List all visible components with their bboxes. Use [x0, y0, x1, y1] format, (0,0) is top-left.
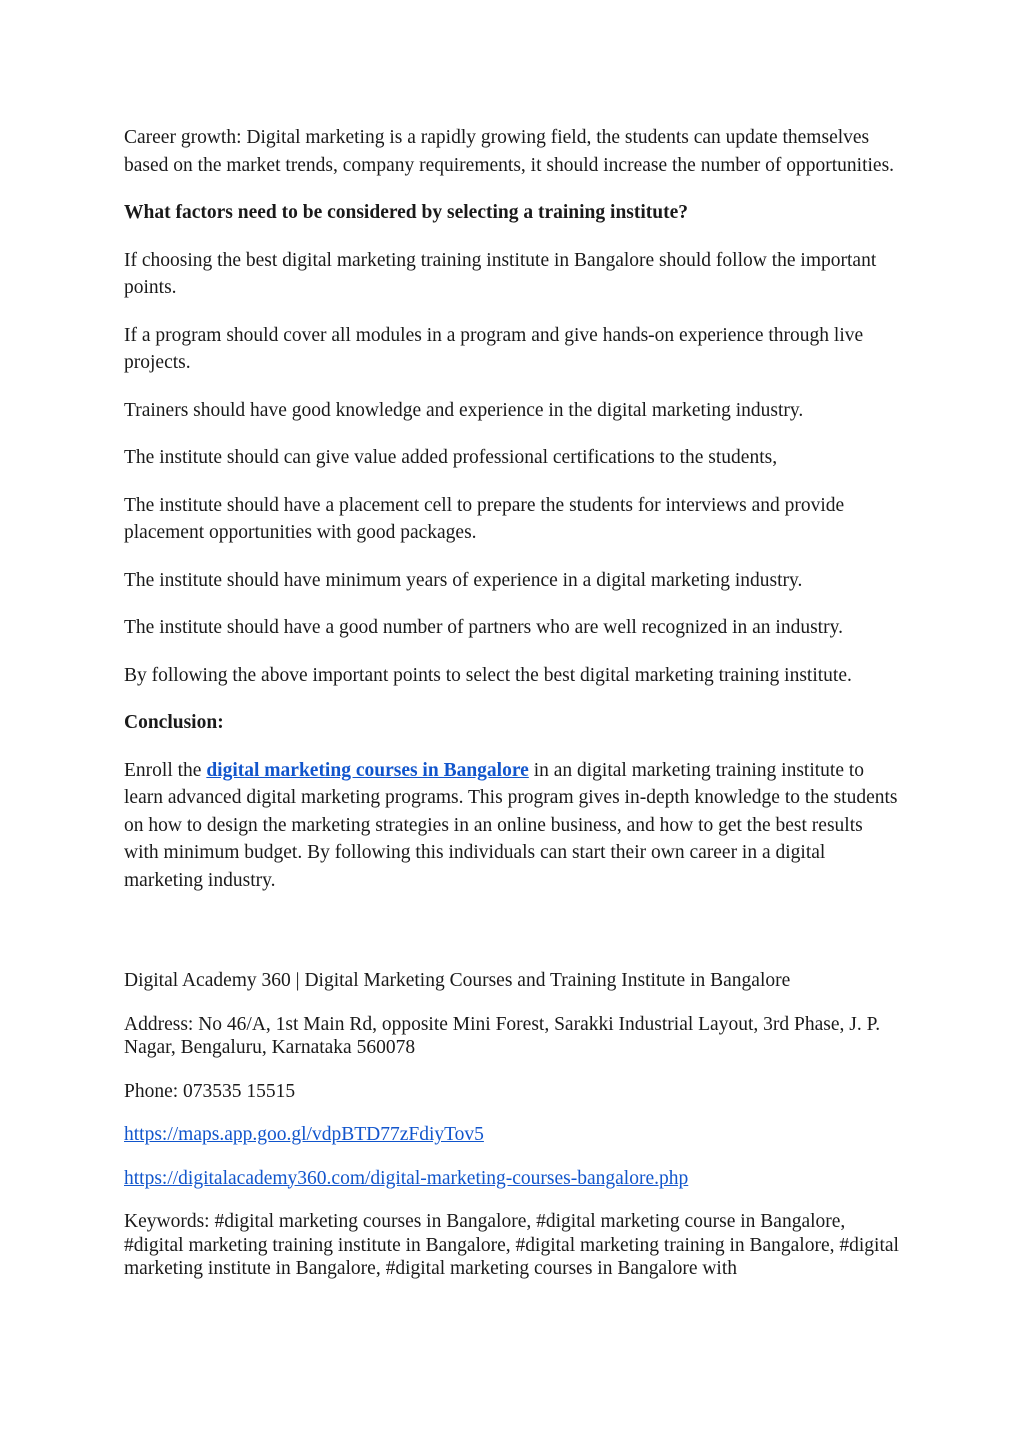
paragraph-following: By following the above important points to select the best digital marketing training institute. — [124, 664, 852, 686]
website-link-line — [124, 1167, 900, 1191]
heading-conclusion: Conclusion: — [124, 712, 224, 733]
paragraph-choosing: If choosing the best digital marketing training institute in Bangalore should follow the important points. — [124, 249, 877, 298]
document-body — [124, 124, 900, 1281]
paragraph-career-growth: Career growth: Digital marketing is a rapidly growing field, the students can update themselves based on the market trends, company requirements, it should increase the number of opportunities. — [124, 127, 895, 176]
business-phone: Phone: 073535 15515 — [124, 1080, 296, 1102]
website-link[interactable]: https://digitalacademy360.com/digital-marketing-courses-bangalore.php — [124, 1167, 689, 1189]
paragraph-enroll — [124, 757, 900, 895]
paragraph-program: If a program should cover all modules in a program and give hands-on experience through live projects. — [124, 324, 864, 373]
maps-link-line — [124, 1123, 900, 1147]
maps-link[interactable]: https://maps.app.goo.gl/vdpBTD77zFdiyTov5 — [124, 1124, 484, 1145]
business-name: Digital Academy 360 | Digital Marketing Courses and Training Institute in Bangalore — [124, 970, 791, 991]
contact-block — [124, 969, 900, 1281]
heading-factors: What factors need to be considered by selecting a training institute? — [124, 202, 689, 223]
paragraph-partners: The institute should have a good number of partners who are well recognized in an industry. — [124, 617, 843, 638]
paragraph-placement: The institute should have a placement cell to prepare the students for interviews and provide placement opportunities with good packages. — [124, 494, 845, 543]
paragraph-certifications: The institute should can give value added professional certifications to the students, — [124, 447, 778, 468]
keywords-paragraph: Keywords: #digital marketing courses in Bangalore, #digital marketing course in Bangalore, #digital marketing training institute in Bangalore, #digital marketing training in Bangalore, #digital marketing institute in Bangalore, #digital marketing courses in Bangalore with — [124, 1211, 899, 1279]
paragraph-experience: The institute should have minimum years of experience in a digital marketing industry. — [124, 569, 803, 591]
enroll-text-after: in an digital marketing training institute to learn advanced digital marketing programs. This program gives in-depth knowledge to the students on how to design the marketing strategies in an online business, and how to get the best results with minimum budget. By following this individuals can start their own career in a digital marketing industry. — [124, 759, 898, 891]
paragraph-trainers: Trainers should have good knowledge and experience in the digital marketing industry. — [124, 399, 804, 421]
enroll-text-before: Enroll the — [124, 759, 207, 781]
courses-link[interactable]: digital marketing courses in Bangalore — [206, 759, 529, 781]
business-address: Address: No 46/A, 1st Main Rd, opposite Mini Forest, Sarakki Industrial Layout, 3rd Phase, J. P. Nagar, Bengaluru, Karnataka 560078 — [124, 1013, 881, 1058]
